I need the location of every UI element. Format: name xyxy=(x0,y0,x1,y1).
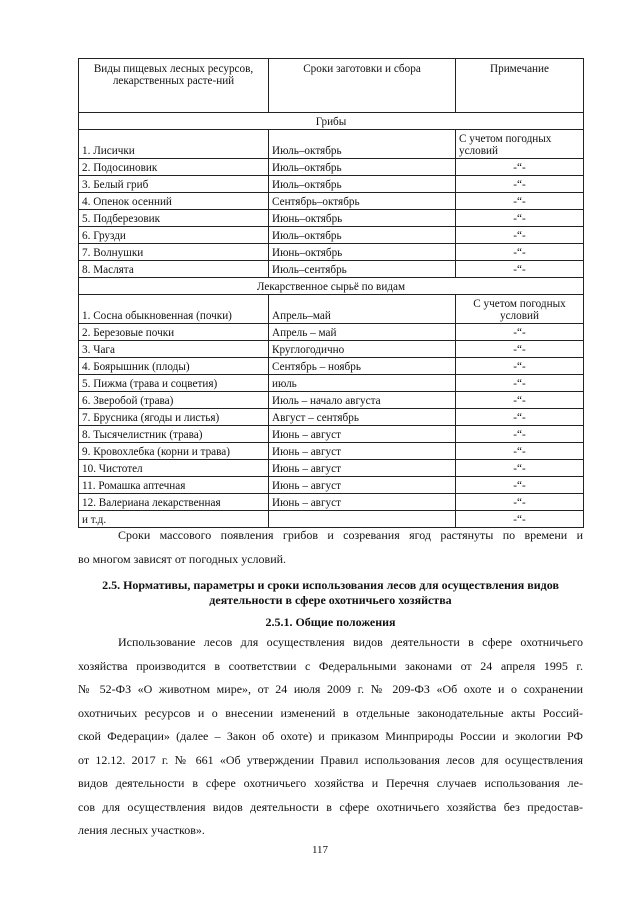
table-cell-note: -“- xyxy=(456,426,584,443)
table-cell-period: Сентябрь – ноябрь xyxy=(269,358,456,375)
table-section-row xyxy=(79,113,584,130)
table-cell-period: Июль–сентябрь xyxy=(269,261,456,278)
header-resource-types: Виды пищевых лесных ресурсов, лекарственных расте-ний xyxy=(79,59,269,113)
table-cell-period: Июль – начало августа xyxy=(269,392,456,409)
table-row xyxy=(79,392,584,409)
table-cell-period: Июнь – август xyxy=(269,443,456,460)
table-row xyxy=(79,176,584,193)
table-cell-name: 7. Брусника (ягоды и листья) xyxy=(79,409,269,426)
table-cell-note: -“- xyxy=(456,324,584,341)
table-cell-name: 6. Грузди xyxy=(79,227,269,244)
table-cell-period: Август – сентябрь xyxy=(269,409,456,426)
table-cell-note: -“- xyxy=(456,358,584,375)
table-cell-note: -“- xyxy=(456,210,584,227)
paragraph-line: сов для осуществления видов деятельности в сфере охотничьего хозяйства без предостав- xyxy=(78,799,583,814)
table-cell-period: Апрель–май xyxy=(269,295,456,324)
paragraph-line: хозяйства производится в соответствии с Федеральными законами от 24 апреля 1995 г. xyxy=(78,658,583,673)
table-cell-note: -“- xyxy=(456,375,584,392)
paragraph-line: охотничьих ресурсов и о внесении изменений в отдельные законодательные акты Россий- xyxy=(78,705,583,720)
table-cell-note: -“- xyxy=(456,193,584,210)
table-cell-name: 8. Маслята xyxy=(79,261,269,278)
table-cell-note: -“- xyxy=(456,341,584,358)
table-cell-name: 5. Подберезовик xyxy=(79,210,269,227)
paragraph-mushroom-timing xyxy=(78,524,583,571)
table-cell-period: Круглогодично xyxy=(269,341,456,358)
table-cell-name: 9. Кровохлебка (корни и трава) xyxy=(79,443,269,460)
table-cell-note: -“- xyxy=(456,227,584,244)
table-cell-name: 3. Белый гриб xyxy=(79,176,269,193)
table-row xyxy=(79,193,584,210)
table-row xyxy=(79,130,584,159)
table-cell-note: -“- xyxy=(456,159,584,176)
table-cell-name: 2. Подосиновик xyxy=(79,159,269,176)
table-row xyxy=(79,227,584,244)
table-cell-note: -“- xyxy=(456,443,584,460)
table-row xyxy=(79,341,584,358)
table-cell-period: Июнь–октябрь xyxy=(269,244,456,261)
table-cell-name: 2. Березовые почки xyxy=(79,324,269,341)
table-cell-name: 10. Чистотел xyxy=(79,460,269,477)
table-cell-note: -“- xyxy=(456,244,584,261)
table-row xyxy=(79,409,584,426)
table-row xyxy=(79,443,584,460)
table-cell-note: -“- xyxy=(456,477,584,494)
table-cell-note: -“- xyxy=(456,511,584,528)
table-row xyxy=(79,426,584,443)
table-header-row xyxy=(79,59,584,113)
table-cell-period: Июнь–октябрь xyxy=(269,210,456,227)
table-row xyxy=(79,159,584,176)
table-row xyxy=(79,358,584,375)
section-heading xyxy=(78,578,583,608)
table-cell-note: -“- xyxy=(456,176,584,193)
table-cell-period: Июнь – август xyxy=(269,494,456,511)
table-cell-name: 11. Ромашка аптечная xyxy=(79,477,269,494)
table-cell-period: Июль–октябрь xyxy=(269,159,456,176)
table-section-title: Лекарственное сырьё по видам xyxy=(79,278,584,295)
table-row xyxy=(79,210,584,227)
table-row xyxy=(79,244,584,261)
table-cell-name: 4. Боярышник (плоды) xyxy=(79,358,269,375)
table-row xyxy=(79,494,584,511)
table-cell-name: 8. Тысячелистник (трава) xyxy=(79,426,269,443)
table-cell-name: и т.д. xyxy=(79,511,269,528)
table-cell-name: 1. Лисички xyxy=(79,130,269,159)
table-cell-name: 6. Зверобой (трава) xyxy=(79,392,269,409)
table-cell-period: Июль–октябрь xyxy=(269,227,456,244)
table-row xyxy=(79,477,584,494)
paragraph-line: Использование лесов для осуществления видов деятельности в сфере охотничьего xyxy=(118,635,583,649)
paragraph-line: ления лесных участков». xyxy=(78,823,205,837)
subsection-heading: 2.5.1. Общие положения xyxy=(265,615,396,629)
table-cell-period: Июль–октябрь xyxy=(269,176,456,193)
table-cell-name: 4. Опенок осенний xyxy=(79,193,269,210)
table-cell-note: -“- xyxy=(456,261,584,278)
table-cell-period: Июнь – август xyxy=(269,426,456,443)
paragraph-line: ской Федерации» (далее – Закон об охоте) и приказом Минприроды России и экологии РФ xyxy=(78,729,583,743)
table-row xyxy=(79,460,584,477)
table-row xyxy=(79,324,584,341)
table-section-title: Грибы xyxy=(79,113,584,130)
table-cell-note: С учетом погодных условий xyxy=(456,130,584,159)
table-cell-name: 1. Сосна обыкновенная (почки) xyxy=(79,295,269,324)
table-cell-period: Апрель – май xyxy=(269,324,456,341)
table-cell-name: 7. Волнушки xyxy=(79,244,269,261)
page-number: 117 xyxy=(311,844,329,856)
header-harvest-period: Сроки заготовки и сбора xyxy=(269,59,456,113)
table-cell-period: Июнь – август xyxy=(269,460,456,477)
section-heading-line-1: 2.5. Нормативы, параметры и сроки использования лесов для осуществления видов xyxy=(102,578,559,592)
table-cell-note: -“- xyxy=(456,460,584,477)
table-cell-period: июль xyxy=(269,375,456,392)
paragraph-line: видов деятельности в сфере охотничьего хозяйства и Перечня случаев использования ле- xyxy=(78,776,583,790)
table-section-row xyxy=(79,278,584,295)
table-cell-period: Июль–октябрь xyxy=(269,130,456,159)
table-cell-note: -“- xyxy=(456,494,584,511)
table-cell-note: -“- xyxy=(456,409,584,426)
paragraph-line: от 12.12. 2017 г. № 661 «Об утверждении Правил использования лесов для осуществления xyxy=(78,752,583,767)
table-row xyxy=(79,295,584,324)
table-cell-note: С учетом погодных условий xyxy=(456,295,584,324)
table-cell-name: 12. Валериана лекарственная xyxy=(79,494,269,511)
table-cell-name: 3. Чага xyxy=(79,341,269,358)
table-cell-name: 5. Пижма (трава и соцветия) xyxy=(79,375,269,392)
table-cell-period: Сентябрь–октябрь xyxy=(269,193,456,210)
paragraph-line: во многом зависят от погодных условий. xyxy=(78,551,287,566)
table-cell-note: -“- xyxy=(456,392,584,409)
section-heading-line-2: деятельности в сфере охотничьего хозяйства xyxy=(209,593,452,607)
table-row xyxy=(79,375,584,392)
paragraph-hunting-law xyxy=(78,631,583,843)
table-row xyxy=(79,261,584,278)
header-note: Примечание xyxy=(456,59,584,113)
table-cell-period: Июнь – август xyxy=(269,477,456,494)
paragraph-line: Сроки массового появления грибов и созревания ягод растянуты по времени и xyxy=(118,528,583,542)
resources-table xyxy=(78,58,584,528)
paragraph-line: № 52-ФЗ «О животном мире», от 24 июля 2009 г. № 209-ФЗ «Об охоте и о сохранении xyxy=(78,682,583,696)
